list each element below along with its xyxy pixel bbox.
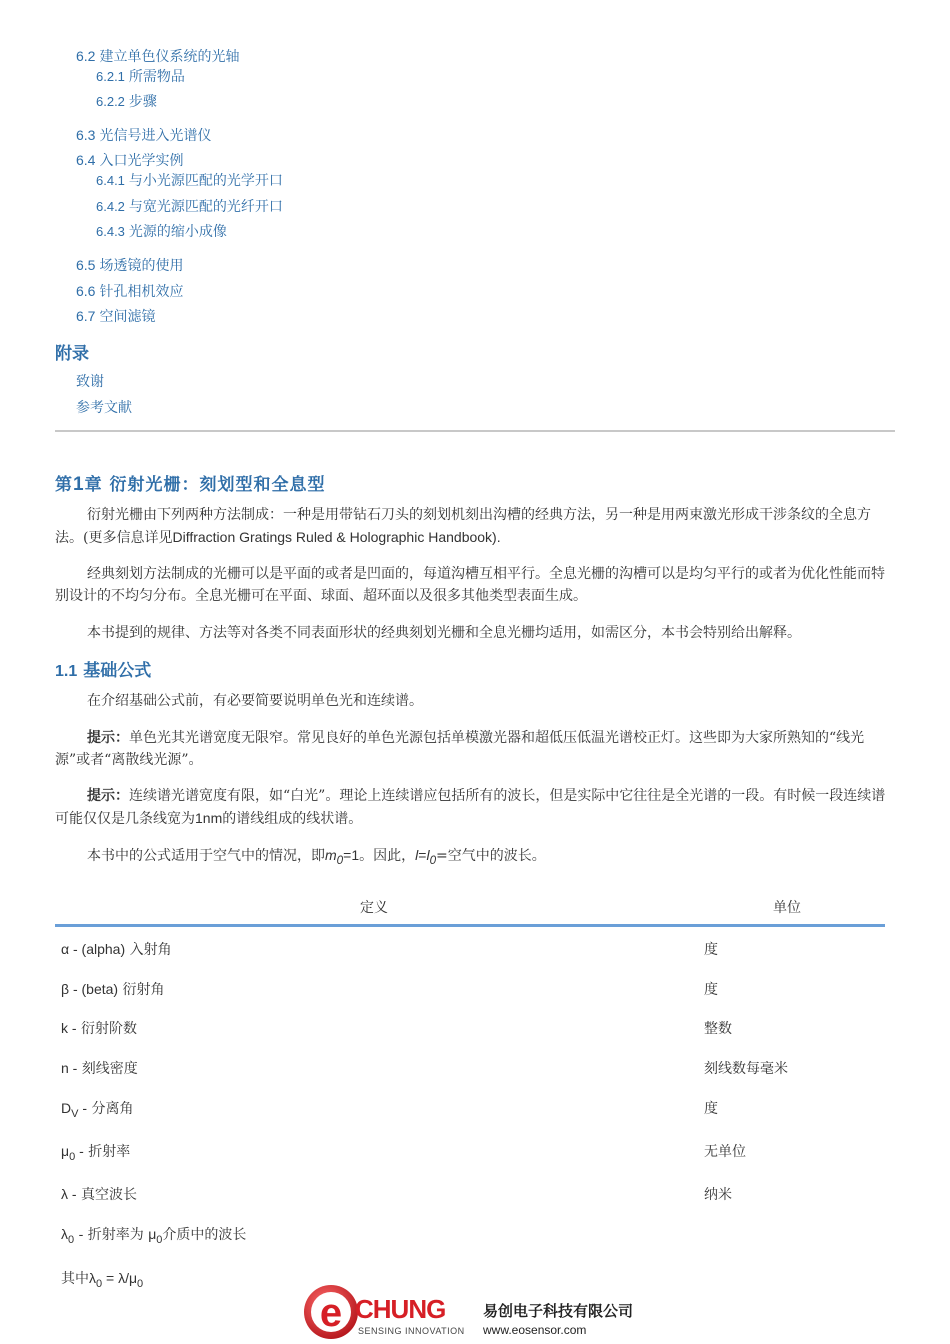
definition-cell bbox=[61, 1184, 137, 1204]
toc-number: 6.6 bbox=[76, 283, 96, 299]
tip-paragraph bbox=[55, 785, 887, 830]
definition: 入射角 bbox=[129, 942, 172, 958]
unit-cell: 整数 bbox=[704, 1021, 732, 1037]
symbol-l: l bbox=[426, 847, 430, 863]
toc-number: 6.4.3 bbox=[96, 224, 125, 239]
toc-item[interactable] bbox=[76, 125, 211, 145]
toc-item[interactable] bbox=[96, 196, 283, 216]
paragraph-text: =1。因此， bbox=[343, 847, 416, 863]
company-name: 易创电子科技有限公司 bbox=[483, 1302, 634, 1320]
section-title bbox=[55, 656, 151, 681]
column-header-unit: 单位 bbox=[773, 900, 801, 916]
tip-label: 提示： bbox=[87, 788, 129, 804]
toc-number: 6.5 bbox=[76, 257, 96, 273]
chapter-title-text: 章 衍射光栅：刻划型和全息型 bbox=[84, 475, 326, 495]
tip-paragraph bbox=[55, 727, 887, 771]
symbol: λ - bbox=[61, 1186, 77, 1202]
symbol-l: l bbox=[415, 847, 419, 863]
tip-label: 提示： bbox=[87, 730, 129, 746]
logo-letter: e bbox=[319, 1291, 343, 1335]
handbook-reference: Diffraction Gratings Ruled & Holographic Handbook). bbox=[172, 529, 501, 545]
symbol: D bbox=[61, 1100, 72, 1116]
toc-label: 所需物品 bbox=[128, 69, 185, 85]
symbol: - bbox=[78, 1100, 88, 1116]
appendix-heading[interactable]: 附录 bbox=[55, 344, 89, 364]
subscript: 0 bbox=[69, 1150, 76, 1163]
chapter-number: 1 bbox=[73, 474, 85, 495]
definition: 衍射角 bbox=[122, 982, 165, 998]
toc-label: 入口光学实例 bbox=[99, 153, 184, 169]
symbol: μ bbox=[148, 1226, 157, 1242]
definition: 介质中的波长 bbox=[162, 1227, 247, 1243]
table-header-rule bbox=[55, 924, 885, 927]
toc-number: 6.4.1 bbox=[96, 173, 125, 188]
toc-item[interactable] bbox=[76, 46, 239, 66]
symbol: n - bbox=[61, 1060, 78, 1076]
subscript: V bbox=[71, 1107, 79, 1120]
toc-number: 6.2.1 bbox=[96, 69, 125, 84]
paragraph bbox=[55, 844, 887, 872]
paragraph bbox=[55, 504, 887, 549]
unit-cell: 刻线数每毫米 bbox=[704, 1061, 788, 1077]
company-logo[interactable] bbox=[303, 1282, 663, 1342]
toc-number: 6.2.2 bbox=[96, 94, 125, 109]
equals-sign: = bbox=[418, 847, 427, 863]
tip-text: 的谱线组成的线状谱。 bbox=[222, 811, 363, 827]
column-header-definition: 定义 bbox=[360, 900, 388, 916]
toc-label: 场透镜的使用 bbox=[99, 258, 184, 274]
echung-e-icon bbox=[303, 1282, 359, 1342]
toc-label: 空间滤镜 bbox=[99, 309, 156, 325]
toc-item[interactable] bbox=[76, 255, 183, 275]
paragraph-text: =空气中的波长。 bbox=[436, 848, 546, 864]
definition: 其中 bbox=[61, 1271, 89, 1287]
toc-number: 6.7 bbox=[76, 308, 96, 324]
subscript: 0 bbox=[156, 1233, 163, 1246]
toc-item[interactable] bbox=[96, 66, 185, 86]
definition: 折射率 bbox=[88, 1144, 131, 1160]
company-url[interactable]: www.eosensor.com bbox=[483, 1323, 587, 1337]
symbol: β - (beta) bbox=[61, 981, 119, 997]
tip-text: 单色光其光谱宽度无限窄。常见良好的单色光源包括单模激光器和超低压低温光谱校正灯。这些即为大家所熟知的“线光源”或者“离散线光源”。 bbox=[55, 730, 865, 768]
toc-number: 6.2 bbox=[76, 48, 96, 64]
subscript: 0 bbox=[429, 853, 437, 867]
toc-number: 6.3 bbox=[76, 127, 96, 143]
unit-cell: 无单位 bbox=[704, 1144, 746, 1160]
toc-item[interactable] bbox=[96, 91, 157, 111]
toc-label: 光信号进入光谱仪 bbox=[99, 128, 212, 144]
unit-cell: 纳米 bbox=[704, 1187, 732, 1203]
section-number: 1.1 bbox=[55, 663, 78, 680]
paragraph-text: 衍射光栅由下列两种方法制成：一种是用带钻石刀头的刻划机刻出沟槽的经典方法，另一种是用两束激光形成干涉条纹的全息方法。(更多信息详见 bbox=[55, 507, 871, 546]
toc-item[interactable] bbox=[76, 281, 183, 301]
definition-cell bbox=[61, 1058, 138, 1078]
paragraph: 本书提到的规律、方法等对各类不同表面形状的经典刻划光栅和全息光栅均适用，如需区分，本书会特别给出解释。 bbox=[87, 625, 801, 641]
symbol: λ bbox=[61, 1226, 68, 1242]
tip-text: 连续谱光谱宽度有限，如“白光”。理论上连续谱应包括所有的波长，但是实际中它往往是全光谱的一段。有时候一段连续谱可能仅仅是几条线宽为 bbox=[55, 788, 886, 827]
logo-brand-name: CHUNG bbox=[355, 1294, 446, 1324]
paragraph-text: 本书中的公式适用于空气中的情况，即 bbox=[87, 848, 325, 864]
formula: = λ/μ bbox=[102, 1270, 138, 1286]
symbol-m: m bbox=[325, 847, 337, 863]
symbol: μ bbox=[61, 1143, 70, 1159]
toc-label: 与小光源匹配的光学开口 bbox=[128, 173, 283, 189]
symbol: λ bbox=[89, 1270, 96, 1286]
definition-cell bbox=[61, 1224, 246, 1246]
toc-label: 步骤 bbox=[128, 94, 157, 110]
subscript: 0 bbox=[336, 853, 344, 867]
toc-label: 建立单色仪系统的光轴 bbox=[99, 49, 240, 65]
toc-item-acknowledgements[interactable]: 致谢 bbox=[76, 374, 104, 390]
symbol: k - bbox=[61, 1020, 77, 1036]
chapter-prefix: 第 bbox=[55, 475, 73, 495]
toc-item-references[interactable]: 参考文献 bbox=[76, 400, 132, 416]
definition: 真空波长 bbox=[81, 1187, 138, 1203]
section-divider bbox=[55, 430, 895, 432]
toc-label: 与宽光源匹配的光纤开口 bbox=[128, 199, 283, 215]
definition: 衍射阶数 bbox=[81, 1021, 138, 1037]
definition: 分离角 bbox=[91, 1101, 134, 1117]
unit-cell: 度 bbox=[704, 982, 718, 998]
toc-number: 6.4.2 bbox=[96, 199, 125, 214]
toc-item[interactable] bbox=[96, 170, 283, 190]
toc-item[interactable] bbox=[76, 306, 155, 326]
unit-cell: 度 bbox=[704, 942, 718, 958]
tip-value: 1nm bbox=[195, 810, 223, 826]
definition: - 折射率为 bbox=[74, 1227, 149, 1243]
section-title-text: 基础公式 bbox=[83, 661, 152, 681]
definition-cell bbox=[61, 1098, 133, 1120]
definition-cell bbox=[61, 979, 165, 999]
definition-cell bbox=[61, 1141, 130, 1163]
unit-cell: 度 bbox=[704, 1101, 718, 1117]
paragraph: 经典刻划方法制成的光栅可以是平面的或者是凹面的，每道沟槽互相平行。全息光栅的沟槽可以是均匀平行的或者为优化性能而特别设计的不均匀分布。全息光栅可在平面、球面、超环面以及很多其他类型表面生成。 bbox=[55, 566, 885, 604]
subscript: 0 bbox=[137, 1277, 144, 1290]
toc-item[interactable] bbox=[76, 150, 183, 170]
paragraph: 在介绍基础公式前，有必要简要说明单色光和连续谱。 bbox=[87, 693, 423, 709]
definition-cell bbox=[61, 1268, 143, 1290]
subscript: 0 bbox=[68, 1233, 75, 1246]
toc-item[interactable] bbox=[96, 221, 227, 241]
toc-label: 针孔相机效应 bbox=[99, 284, 184, 300]
chapter-title bbox=[55, 470, 326, 496]
definition: 刻线密度 bbox=[81, 1061, 138, 1077]
symbol: - bbox=[75, 1143, 84, 1159]
toc-number: 6.4 bbox=[76, 152, 96, 168]
toc-label: 光源的缩小成像 bbox=[128, 224, 227, 240]
definition-cell bbox=[61, 1018, 137, 1038]
definition-cell bbox=[61, 939, 172, 959]
symbol: α - (alpha) bbox=[61, 941, 126, 957]
logo-tagline: SENSING INNOVATION bbox=[358, 1326, 465, 1336]
subscript: 0 bbox=[96, 1277, 103, 1290]
